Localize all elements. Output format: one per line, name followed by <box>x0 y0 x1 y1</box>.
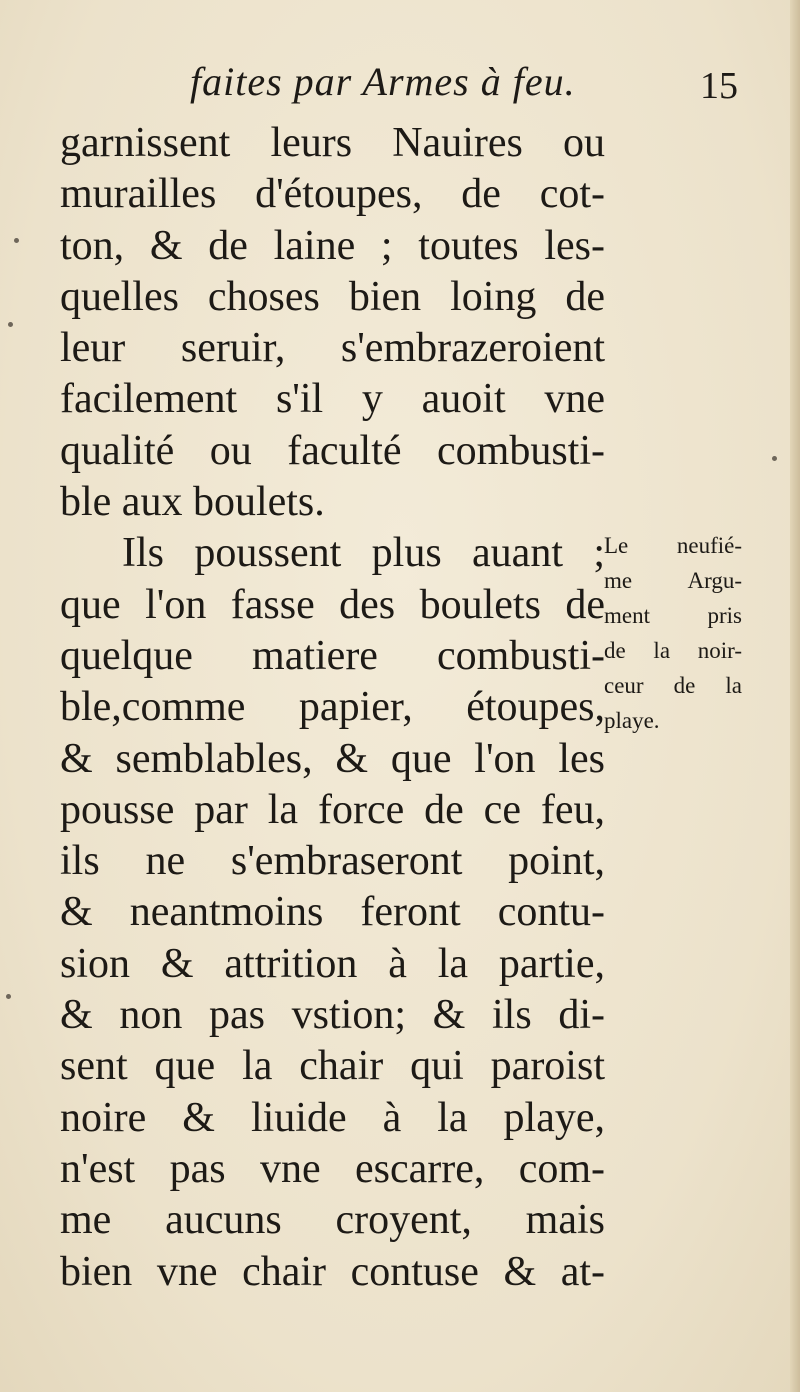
running-title: faites par Armes à feu. <box>190 59 576 104</box>
main-text-block <box>60 118 605 1298</box>
text-line: que l'on fasse des boulets de <box>60 581 605 628</box>
paper-speck <box>6 994 11 999</box>
text-line: noire & liuide à la playe, <box>60 1094 605 1141</box>
marginal-note-line: Le neufié- <box>604 533 742 558</box>
text-line: sent que la chair qui paroist <box>60 1043 605 1090</box>
marginal-note-line: ceur de la <box>604 673 742 698</box>
text-line: ils ne s'embraseront point, <box>60 838 605 885</box>
paragraph-start-line: Ils poussent plus auant ; <box>122 530 605 577</box>
page-edge <box>790 0 800 1392</box>
text-line: me aucuns croyent, mais <box>60 1197 605 1244</box>
text-line: & semblables, & que l'on les <box>60 735 605 782</box>
text-line: murailles d'étoupes, de cot- <box>60 171 605 218</box>
text-line: sion & attrition à la partie, <box>60 940 605 987</box>
marginal-note-line: playe. <box>604 708 660 733</box>
text-line: bien vne chair contuse & at- <box>60 1248 605 1295</box>
text-line: n'est pas vne escarre, com- <box>60 1145 605 1192</box>
marginal-note <box>604 528 742 738</box>
text-line: leur seruir, s'embrazeroient <box>60 325 605 372</box>
paper-speck <box>772 456 777 461</box>
text-line: ble,comme papier, étoupes, <box>60 684 605 731</box>
page-number: 15 <box>700 65 738 107</box>
text-line: quelque matiere combusti- <box>60 632 605 679</box>
text-line: quelles choses bien loing de <box>60 273 605 320</box>
text-line: ton, & de laine ; toutes les- <box>60 222 605 269</box>
marginal-note-line: ment pris <box>604 603 742 628</box>
text-line: & non pas vstion; & ils di- <box>60 992 605 1039</box>
text-line: & neantmoins feront contu- <box>60 889 605 936</box>
text-line: pousse par la force de ce feu, <box>60 786 605 833</box>
text-line: ble aux boulets. <box>60 479 325 526</box>
text-line: garnissent leurs Nauires ou <box>60 120 605 166</box>
paper-speck <box>8 322 13 327</box>
text-line: facilement s'il y auoit vne <box>60 376 605 423</box>
marginal-note-line: me Argu- <box>604 568 742 593</box>
text-line: qualité ou faculté combusti- <box>60 427 605 474</box>
marginal-note-line: de la noir- <box>604 638 742 663</box>
paper-speck <box>14 238 19 243</box>
